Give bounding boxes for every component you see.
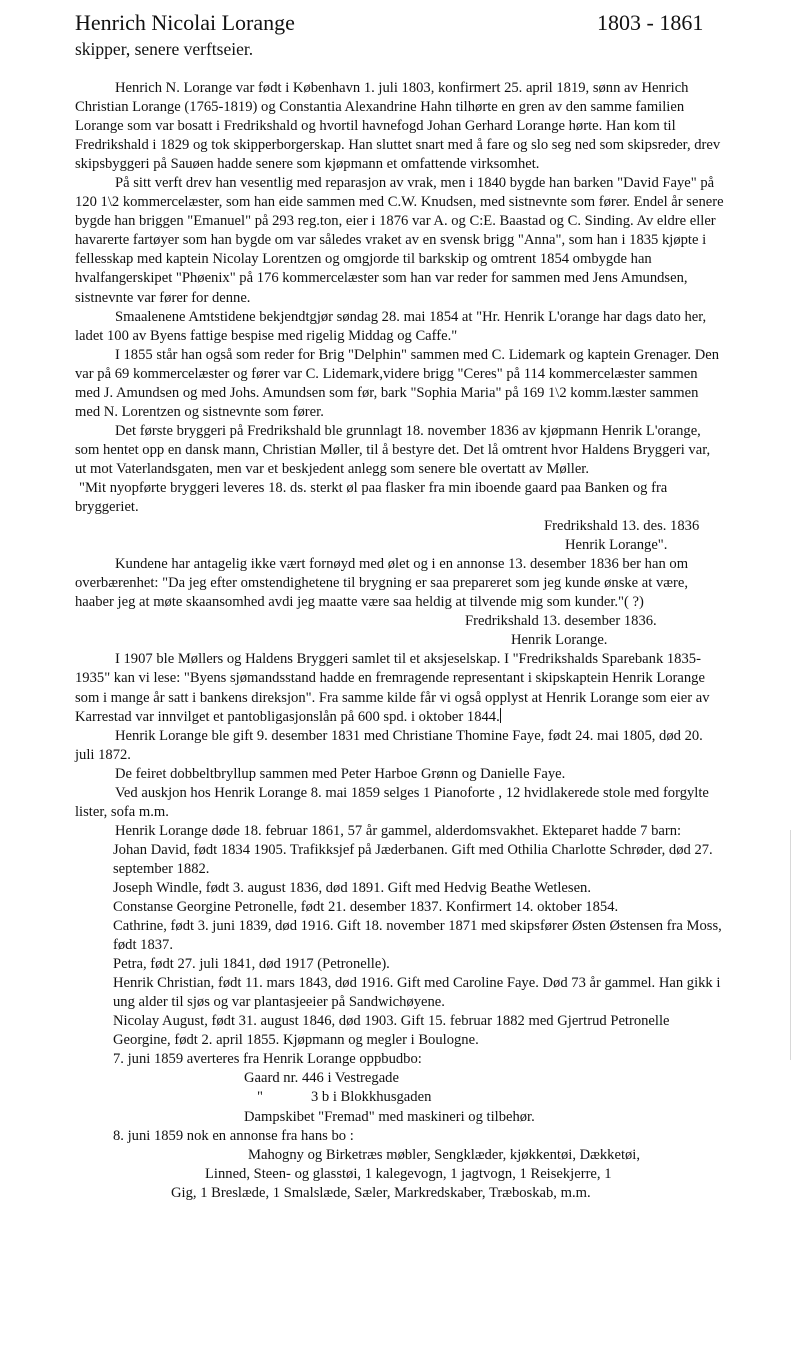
occupation-subtitle: skipper, senere verftseier. xyxy=(75,39,254,59)
list-item: Nicolay August, født 31. august 1846, død 1903. Gift 15. februar 1882 med Gjertrud Petronelle Georgine, født 2. april 1855. Kjøpmann og megler i Boulogne. xyxy=(113,1013,670,1049)
list-item: Cathrine, født 3. juni 1839, død 1916. Gift 18. november 1871 med skipsfører Østen Østensen fra Moss, født 1837. xyxy=(113,918,722,954)
paragraph-death: Henrik Lorange døde 18. februar 1861, 57 år gammel, alderdomsvakhet. Ekteparet hadde 7 barn: xyxy=(115,822,682,839)
person-name-heading: Henrich Nicolai Lorange xyxy=(75,10,295,35)
paragraph-shipyard: På sitt verft drev han vesentlig med reparasjon av vrak, men i 1840 bygde han barken "David Faye" på 120 1\2 kommercelæster, som han eide sammen med C.W. Knudsen, med sistnevnte som fører. Endel år senere bygde han briggen "Emanuel" på 293 reg.ton, eier i 1876 var A. og C:E. Baastad og C. Sinding. Av eldre eller havarerte fartøyer som han bygde om var således vraket av en svensk brigg "Anna", som han i 1835 kjøpte i fellesskap med kaptein Nicolay Lorentzen og omgjorde til barkskip og omtrent 1854 ombygde han hvalfangerskipet "Phøenix" på 176 kommercelæster som han var reder for sammen med Jens Amundsen, sistnevnte var fører for denne. xyxy=(75,175,724,306)
paragraph-bank-text: I 1907 ble Møllers og Haldens Bryggeri samlet til et aksjeselskap. I "Fredrikshalds Sparebank 1835-1935" kan vi lese: "Byens sjømandsstand hadde en fremragende representant i skipskaptein Henrik Lorange som i mange år satt i bankens direksjon". Fra samme kilde får vi også opplyst at Henrik Lorange som eier av Karrestad var innvilget et pantobligasjonslån på 600 spd. i oktober 1844. xyxy=(75,651,710,725)
list-item: Joseph Windle, født 3. august 1836, død 1891. Gift med Hedvig Beathe Wetlesen. xyxy=(113,879,592,896)
ad2-line-2: Linned, Steen- og glasstøi, 1 kalegevogn, 1 jagtvogn, 1 Reisekjerre, 1 xyxy=(205,1165,612,1182)
document-body xyxy=(75,79,725,1203)
signature-name-1: Henrik Lorange". xyxy=(565,537,668,554)
list-item: Henrik Christian, født 11. mars 1843, død 1916. Gift med Caroline Faye. Død 73 år gammel. Han gikk i ung alder til sjøs og var plantasjeeier på Sandwichøyene. xyxy=(113,975,721,1011)
paragraph-bank xyxy=(75,650,725,726)
paragraph-newspaper: Smaalenene Amtstidene bekjendtgjør søndag 28. mai 1854 at "Hr. Henrik L'orange har dags dato her, ladet 100 av Byens fattige bespise med rigelig Middag og Caffe." xyxy=(75,308,707,344)
paragraph-auction: Ved auskjon hos Henrik Lorange 8. mai 1859 selges 1 Pianoforte , 12 hvidlakerede stole med forgylte lister, sofa m.m. xyxy=(75,784,709,820)
paragraph-brewery: Det første bryggeri på Fredrikshald ble grunnlagt 18. november 1836 av kjøpmann Henrik L'orange, som hentet opp en dansk mann, Christian Møller, til å bestyre det. Det lå omtrent hvor Haldens Bryggeri var, ut mot Vaterlandsgaten, men var et beskjedent anlegg som senere ble overtatt av Møller. xyxy=(75,422,711,477)
list-item: Johan David, født 1834 1905. Trafikksjef på Jæderbanen. Gift med Othilia Charlotte Schrøder, død 27. september 1882. xyxy=(113,841,713,877)
paragraph-wedding: De feiret dobbeltbryllup sammen med Peter Harboe Grønn og Danielle Faye. xyxy=(115,765,566,782)
ad2-line-1: Mahogny og Birketræs møbler, Sengklæder, kjøkkentøi, Dækketøi, xyxy=(248,1146,641,1163)
brewery-quote: "Mit nyopførte bryggeri leveres 18. ds. sterkt øl paa flasker fra min iboende gaard paa Banken og fra bryggeriet. xyxy=(75,479,668,516)
paragraph-customers: Kundene har antagelig ikke vært fornøyd med ølet og i en annonse 13. desember 1836 ber han om overbærenhet: "Da jeg efter omstendighetene til brygning er saa prepareret som jeg kunde ønske at være, haaber jeg at møte skaansomhed avdi jeg maatte være saa heldig at tilvende mig som kunder."( ?) xyxy=(75,556,689,611)
list-item: Constanse Georgine Petronelle, født 21. desember 1837. Konfirmert 14. oktober 1854. xyxy=(113,899,619,916)
signature-name-2: Henrik Lorange. xyxy=(511,632,608,649)
ad1-line-3: Dampskibet "Fremad" med maskineri og tilbehør. xyxy=(244,1108,535,1125)
ad1-line-2-text: 3 b i Blokkhusgaden xyxy=(310,1089,432,1106)
paragraph-marriage: Henrik Lorange ble gift 9. desember 1831 med Christiane Thomine Faye, født 24. mai 1805, død 20. juli 1872. xyxy=(75,727,703,763)
ad1-intro: 7. juni 1859 averteres fra Henrik Lorange oppbudbo: xyxy=(113,1051,422,1068)
ditto-mark: " xyxy=(257,1089,263,1106)
text-cursor xyxy=(500,708,501,723)
paragraph-birth: Henrich N. Lorange var født i København 1. juli 1803, konfirmert 25. april 1819, sønn av Henrich Christian Lorange (1765-1819) og Constantia Alexandrine Hahn tilhørte en gren av den samme familien Lorange som var bosatt i Fredrikshald og hvortil havnefogd Johan Gerhard Lorange hørte. Han kom til Fredrikshald i 1829 og tok skipperborgerskap. Han sluttet snart med å fare og slo seg ned som skipsreder, drev skipsbyggeri på Sauøen hadde senere som kjøpmann et omfattende virksomhet. xyxy=(75,80,721,173)
ad1-line-1: Gaard nr. 446 i Vestregade xyxy=(244,1070,399,1087)
paragraph-ships-1855: I 1855 står han også som reder for Brig "Delphin" sammen med C. Lidemark og kaptein Grenager. Den var på 69 kommercelæster og fører var C. Lidemark,videre brigg "Ceres" på 114 kommercelæster sammen med J. Amundsen og med Johs. Amundsen som før, bark "Sophia Maria" på 169 1\2 komm.læster sammen med N. Lorentzen og sistnevnte som fører. xyxy=(75,346,720,420)
life-years: 1803 - 1861 xyxy=(597,10,704,35)
children-list xyxy=(75,841,725,1051)
list-item: Petra, født 27. juli 1841, død 1917 (Petronelle). xyxy=(113,956,390,973)
signature-place-1: Fredrikshald 13. des. 1836 xyxy=(544,518,700,535)
ad2-line-3: Gig, 1 Breslæde, 1 Smalslæde, Sæler, Markredskaber, Træboskab, m.m. xyxy=(171,1184,591,1201)
ad2-intro: 8. juni 1859 nok en annonse fra hans bo : xyxy=(113,1127,354,1144)
ad1-line-2 xyxy=(75,1088,725,1107)
signature-place-2: Fredrikshald 13. desember 1836. xyxy=(465,613,657,630)
page-edge-rule xyxy=(790,830,791,1060)
